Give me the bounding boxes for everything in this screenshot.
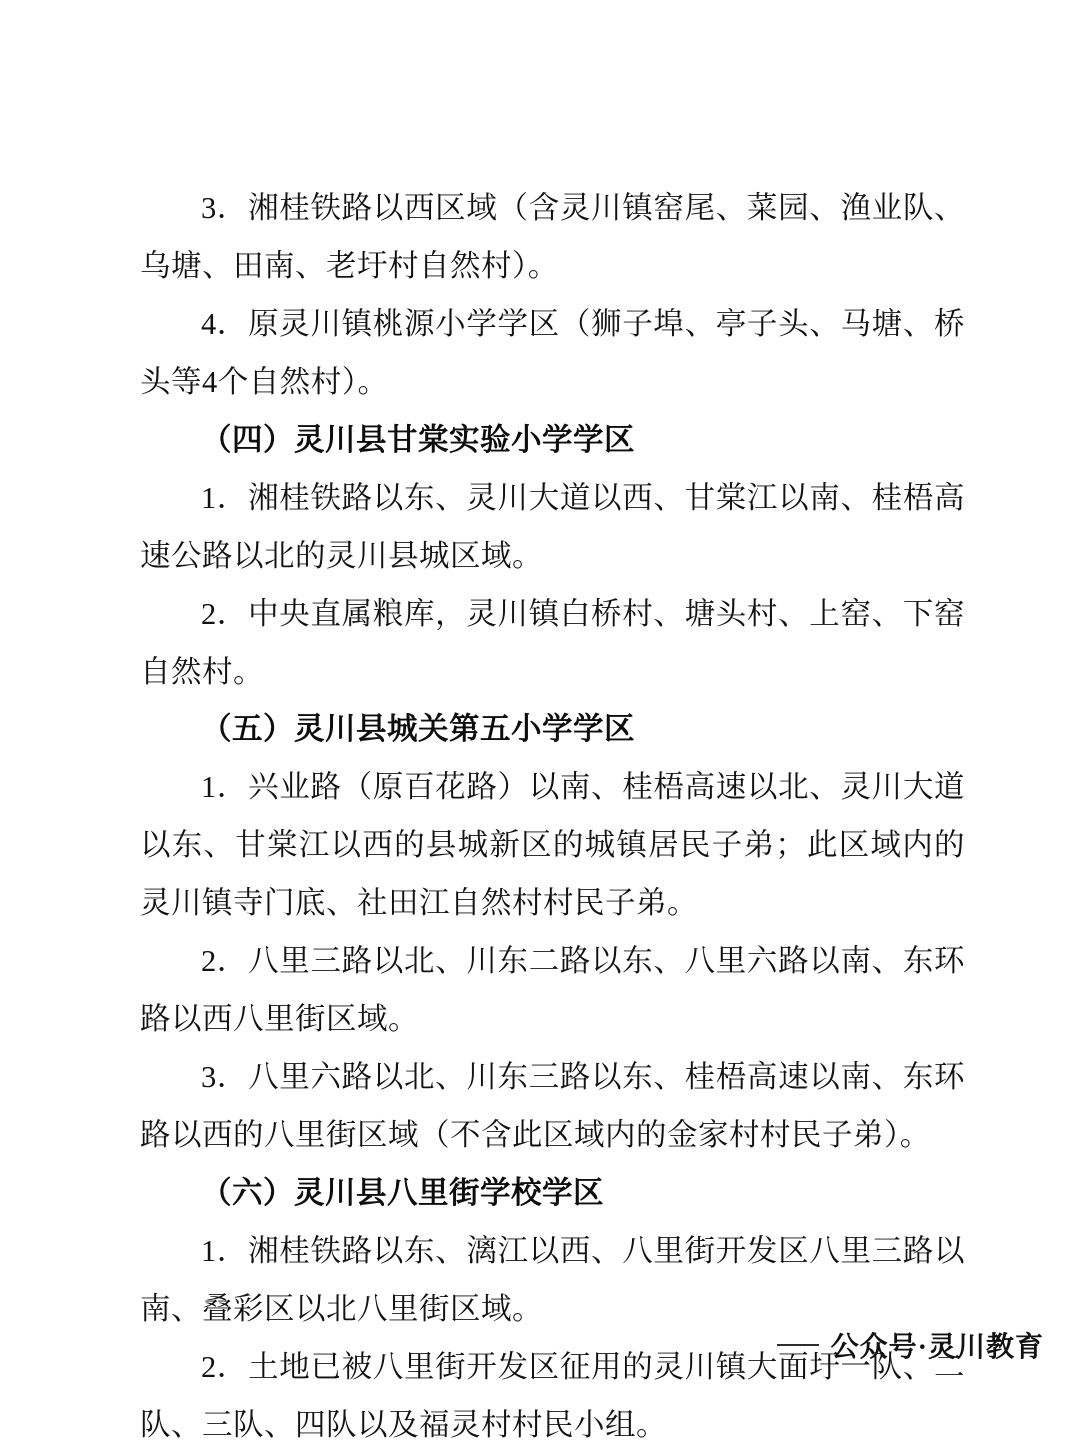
heading-section-six: （六）灵川县八里街学校学区 [201, 1175, 604, 1210]
paragraph-item-3: 3．湘桂铁路以西区域（含灵川镇窑尾、菜园、渔业队、乌塘、田南、老圩村自然村）。 [140, 191, 965, 283]
paragraph-s6-item-1: 1．湘桂铁路以东、漓江以西、八里街开发区八里三路以南、叠彩区以北八里街区域。 [140, 1233, 965, 1326]
footer-watermark [777, 1325, 1044, 1365]
paragraph-s5-item-1: 1．兴业路（原百花路）以南、桂梧高速以北、灵川大道以东、甘棠江以西的县城新区的城镇居民子弟；此区域内的灵川镇寺门底、社田江自然村村民子弟。 [140, 770, 965, 921]
heading-section-four: （四）灵川县甘棠实验小学学区 [201, 422, 635, 457]
paragraph-s5-item-2: 2．八里三路以北、川东二路以东、八里六路以南、东环路以西八里街区域。 [140, 944, 965, 1037]
paragraph-item-4: 4．原灵川镇桃源小学学区（狮子埠、亭子头、马塘、桥头等4个自然村）。 [140, 306, 965, 399]
paragraph-s5-item-3: 3．八里六路以北、川东三路以东、桂梧高速以南、东环路以西的八里街区域（不含此区域内的金家村村民子弟）。 [140, 1060, 965, 1152]
paragraph-s6-item-2: 2．土地已被八里街开发区征用的灵川镇大面圩一队、二队、三队、四队以及福灵村村民小组。 [140, 1349, 965, 1442]
paragraph-s4-item-2: 2．中央直属粮库，灵川镇白桥村、塘头村、上窑、下窑自然村。 [140, 596, 965, 689]
footer-divider-line [777, 1344, 819, 1346]
footer-watermark-text: 公众号·灵川教育 [830, 1332, 1044, 1363]
heading-section-five: （五）灵川县城关第五小学学区 [201, 712, 635, 747]
paragraph-s4-item-1: 1．湘桂铁路以东、灵川大道以西、甘棠江以南、桂梧高速公路以北的灵川县城区域。 [140, 480, 965, 573]
